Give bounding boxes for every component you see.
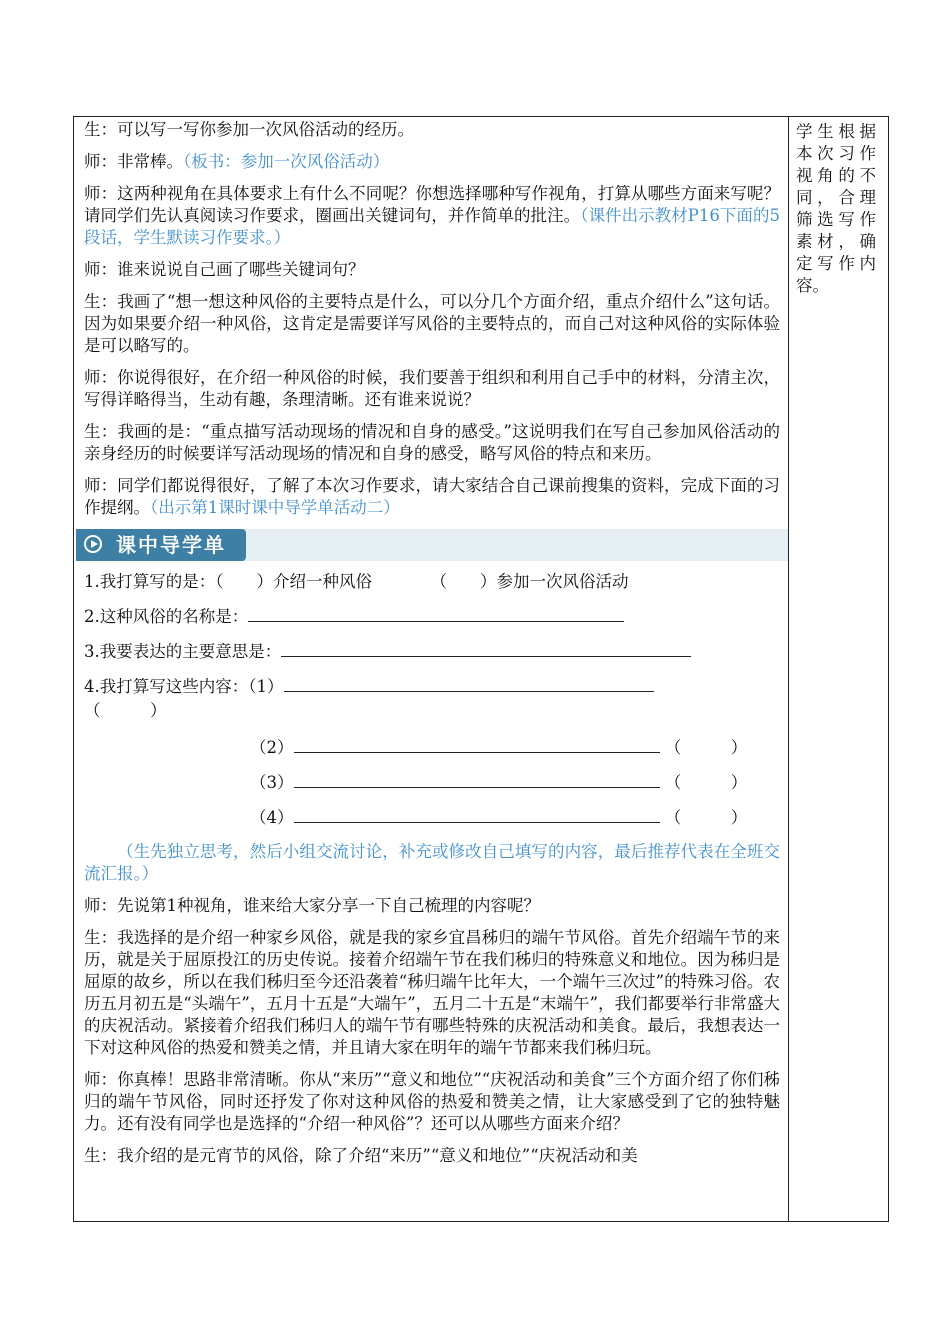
play-icon: [84, 535, 102, 553]
form-item-4-paren: [84, 700, 780, 722]
blank-paren[interactable]: （ ）: [664, 808, 748, 827]
form-label: （ ）参加一次风俗活动: [430, 572, 629, 591]
form-label: 1.我打算写的是：（ ）介绍一种风俗: [84, 572, 372, 591]
dialogue-text: 师：非常棒。: [84, 152, 183, 171]
blank-line[interactable]: [281, 640, 691, 657]
form-label: 3.我要表达的主要意思是：: [84, 642, 282, 661]
paragraph: 生：我选择的是介绍一种家乡风俗，就是我的家乡宜昌秭归的端午节风俗。首先介绍端午节的来历，就是关于屈原投江的历史传说。接着介绍端午节在我们秭归的特殊意义和地位。因为秭归是屈原的故乡，所以在我们秭归至今还沿袭着“秭归端午比年大，一个端午三次过”的特殊习俗。农历五月初五是“头端午”，五月十五是“大端午”，五月二十五是“末端午”，我们都要举行非常盛大的庆祝活动。紧接着介绍我们秭归人的端午节有哪些特殊的庆祝活动和美食。最后，我想表达一下对这种风俗的热爱和赞美之情，并且请大家在明年的端午节都来我们秭归玩。: [84, 928, 780, 1057]
design-note: 学生根据本次习作视角的不同，合理筛选写作素材，确定写作内容。: [796, 122, 876, 295]
blank-paren[interactable]: （ ）: [664, 738, 748, 757]
form-item-4-4: [84, 806, 780, 829]
paragraph: 师：你真棒！思路非常清晰。你从“来历”“意义和地位”“庆祝活动和美食”三个方面介绍了你们秭归的端午节风俗，同时还抒发了你对这种风俗的热爱和赞美之情，让大家感受到了它的独特魅力。还有没有同学也是选择的“介绍一种风俗”？还可以从哪些方面来介绍？: [84, 1070, 780, 1133]
blank-line[interactable]: [294, 736, 660, 753]
form-item-4: [84, 675, 780, 698]
blank-line[interactable]: [248, 605, 624, 622]
column-divider: [788, 117, 789, 1221]
paragraph: 生：我介绍的是元宵节的风俗，除了介绍“来历”“意义和地位”“庆祝活动和美: [84, 1146, 638, 1165]
paragraph: 师：谁来说说自己画了哪些关键词句？: [84, 260, 365, 279]
form-item-4-3: [84, 771, 780, 794]
banner-title: 课中导学单: [116, 533, 226, 557]
paragraph: 生：我画的是：“重点描写活动现场的情况和自身的感受。”这说明我们在写自己参加风俗活动的亲身经历的时候要详写活动现场的情况和自身的感受，略写风俗的特点和来历。: [84, 422, 780, 463]
form-item-1: [84, 571, 780, 593]
paragraph: 生：可以写一写你参加一次风俗活动的经历。: [84, 120, 414, 139]
blank-line[interactable]: [284, 675, 654, 692]
form-item-2: [84, 605, 780, 628]
section-banner: [76, 529, 788, 561]
paragraph: 师：先说第1种视角，谁来给大家分享一下自己梳理的内容呢？: [84, 896, 540, 915]
paragraph: 生：我画了“想一想这种风俗的主要特点是什么，可以分几个方面介绍，重点介绍什么”这句话。因为如果要介绍一种风俗，这肯定是需要详写风俗的主要特点的，而自己对这种风俗的实际体验是可以略写的。: [84, 292, 780, 355]
courseware-note: （出示第1课时课中导学单活动二）: [150, 498, 400, 517]
form-label: （4）: [250, 808, 294, 827]
side-column: [796, 121, 876, 307]
paragraph: [84, 475, 780, 519]
dialogue-text: 师：这两种视角在具体要求上有什么不同呢？你想选择哪种写作视角，打算从哪些方面来写呢？请同学们先认真阅读习作要求，圈画出关键词句，并作简单的批注。: [84, 184, 780, 225]
form-item-3: [84, 640, 780, 663]
activity-note: （生先独立思考，然后小组交流讨论，补充或修改自己填写的内容，最后推荐代表在全班交流汇报。）: [84, 842, 780, 883]
paragraph: [84, 183, 780, 249]
form-item-4-2: [84, 736, 780, 759]
dialogue-text: 师：同学们都说得很好，了解了本次习作要求，请大家结合自己课前搜集的资料，完成下面的习作提纲。: [84, 476, 780, 517]
lesson-table: [73, 116, 889, 1222]
form-label: （3）: [250, 773, 294, 792]
paragraph: 师：你说得很好，在介绍一种风俗的时候，我们要善于组织和利用自己手中的材料，分清主次，写得详略得当，生动有趣，条理清晰。还有谁来说说？: [84, 368, 780, 409]
blank-line[interactable]: [294, 771, 660, 788]
form-label: （2）: [250, 738, 294, 757]
board-note: （板书：参加一次风俗活动）: [183, 152, 390, 171]
paragraph: [84, 151, 780, 173]
form-label: 2.这种风俗的名称是：: [84, 607, 249, 626]
banner-tab: [76, 529, 246, 561]
blank-paren[interactable]: （ ）: [84, 701, 167, 720]
courseware-note: （课件出示教材P16下面的5段话，学生默读习作要求。）: [84, 206, 780, 247]
main-column: [84, 119, 780, 1177]
blank-line[interactable]: [294, 806, 660, 823]
form-label: 4.我打算写这些内容：（1）: [84, 677, 284, 696]
blank-paren[interactable]: （ ）: [664, 773, 748, 792]
